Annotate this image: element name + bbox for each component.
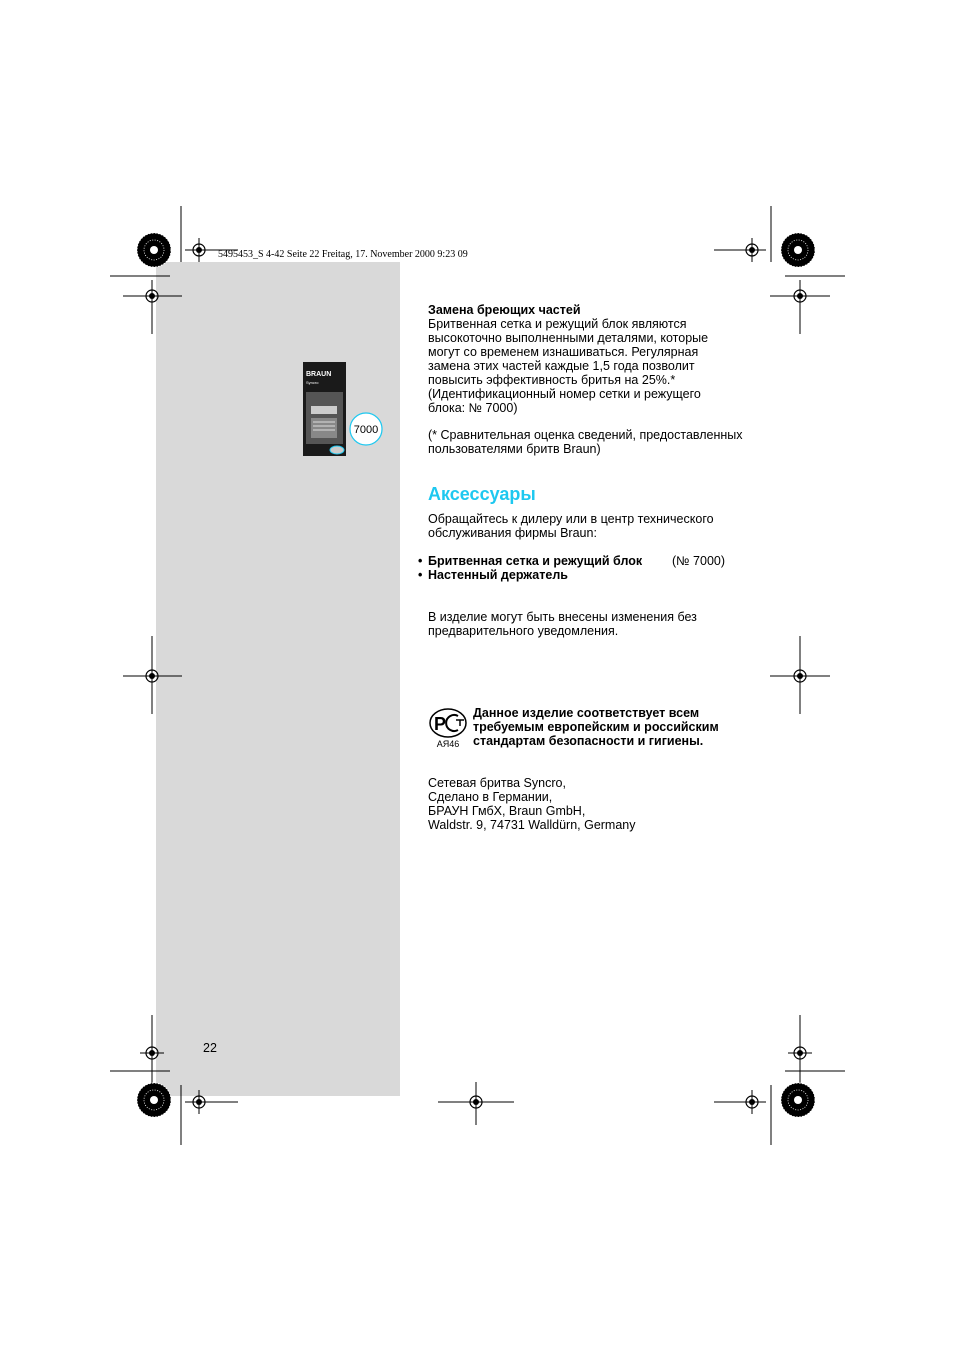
list-item <box>418 568 568 582</box>
text-line: (Идентификационный номер сетки и режущего <box>428 387 701 401</box>
part-number-badge <box>349 412 383 446</box>
certification-text <box>473 706 719 748</box>
replacement-footnote <box>428 428 758 456</box>
replacement-body <box>428 317 758 415</box>
product-package-image <box>303 362 346 456</box>
svg-text:Р: Р <box>434 714 447 734</box>
text-line: блока: № 7000) <box>428 401 518 415</box>
bullet-icon: • <box>418 554 423 568</box>
page-number: 22 <box>203 1041 217 1055</box>
text-line: Обращайтесь к дилеру или в центр технического <box>428 512 714 526</box>
replacement-title: Замена бреющих частей <box>428 303 581 317</box>
text-line: высокоточно выполненными деталями, которые <box>428 331 709 345</box>
text-line: обслуживания фирмы Braun: <box>428 526 597 540</box>
bullet-icon: • <box>418 568 423 582</box>
cert-code: АЯ46 <box>436 739 460 749</box>
accessory-label: Бритвенная сетка и режущий блок <box>428 554 643 568</box>
text-line: Сетевая бритва Syncro, <box>428 776 566 790</box>
text-line: Бритвенная сетка и режущий блок являются <box>428 317 687 331</box>
text-line: Сделано в Германии, <box>428 790 553 804</box>
manufacturer-info <box>428 776 758 832</box>
gost-certification-logo <box>428 706 468 750</box>
badge-label: 7000 <box>353 424 379 436</box>
text-line: Waldstr. 9, 74731 Walldürn, Germany <box>428 818 636 832</box>
text-line: замена этих частей каждые 1,5 года позволит <box>428 359 695 373</box>
accessories-heading: Аксессуары <box>428 484 536 504</box>
change-notice <box>428 610 758 638</box>
accessory-code: (№ 7000) <box>672 554 726 568</box>
text-line: требуемым европейским и российским <box>473 720 719 734</box>
accessories-intro <box>428 512 758 540</box>
text-line: Данное изделие соответствует всем <box>473 706 700 720</box>
product-model: Syncro <box>306 380 319 385</box>
text-line: БРАУН ГмбХ, Braun GmbH, <box>428 804 586 818</box>
text-line: могут со временем изнашиваться. Регулярная <box>428 345 699 359</box>
text-line: пользователями бритв Braun) <box>428 442 601 456</box>
accessory-label: Настенный держатель <box>428 568 568 582</box>
text-line: (* Сравнительная оценка сведений, предоставленных <box>428 428 743 442</box>
text-line: В изделие могут быть внесены изменения без <box>428 610 697 624</box>
product-brand: BRAUN <box>306 371 332 378</box>
print-info-header: 5495453_S 4-42 Seite 22 Freitag, 17. November 2000 9:23 09 <box>218 249 468 260</box>
list-item <box>418 554 726 568</box>
text-line: стандартам безопасности и гигиены. <box>473 734 704 748</box>
text-line: повысить эффективность бритья на 25%.* <box>428 373 676 387</box>
text-line: предварительного уведомления. <box>428 624 619 638</box>
